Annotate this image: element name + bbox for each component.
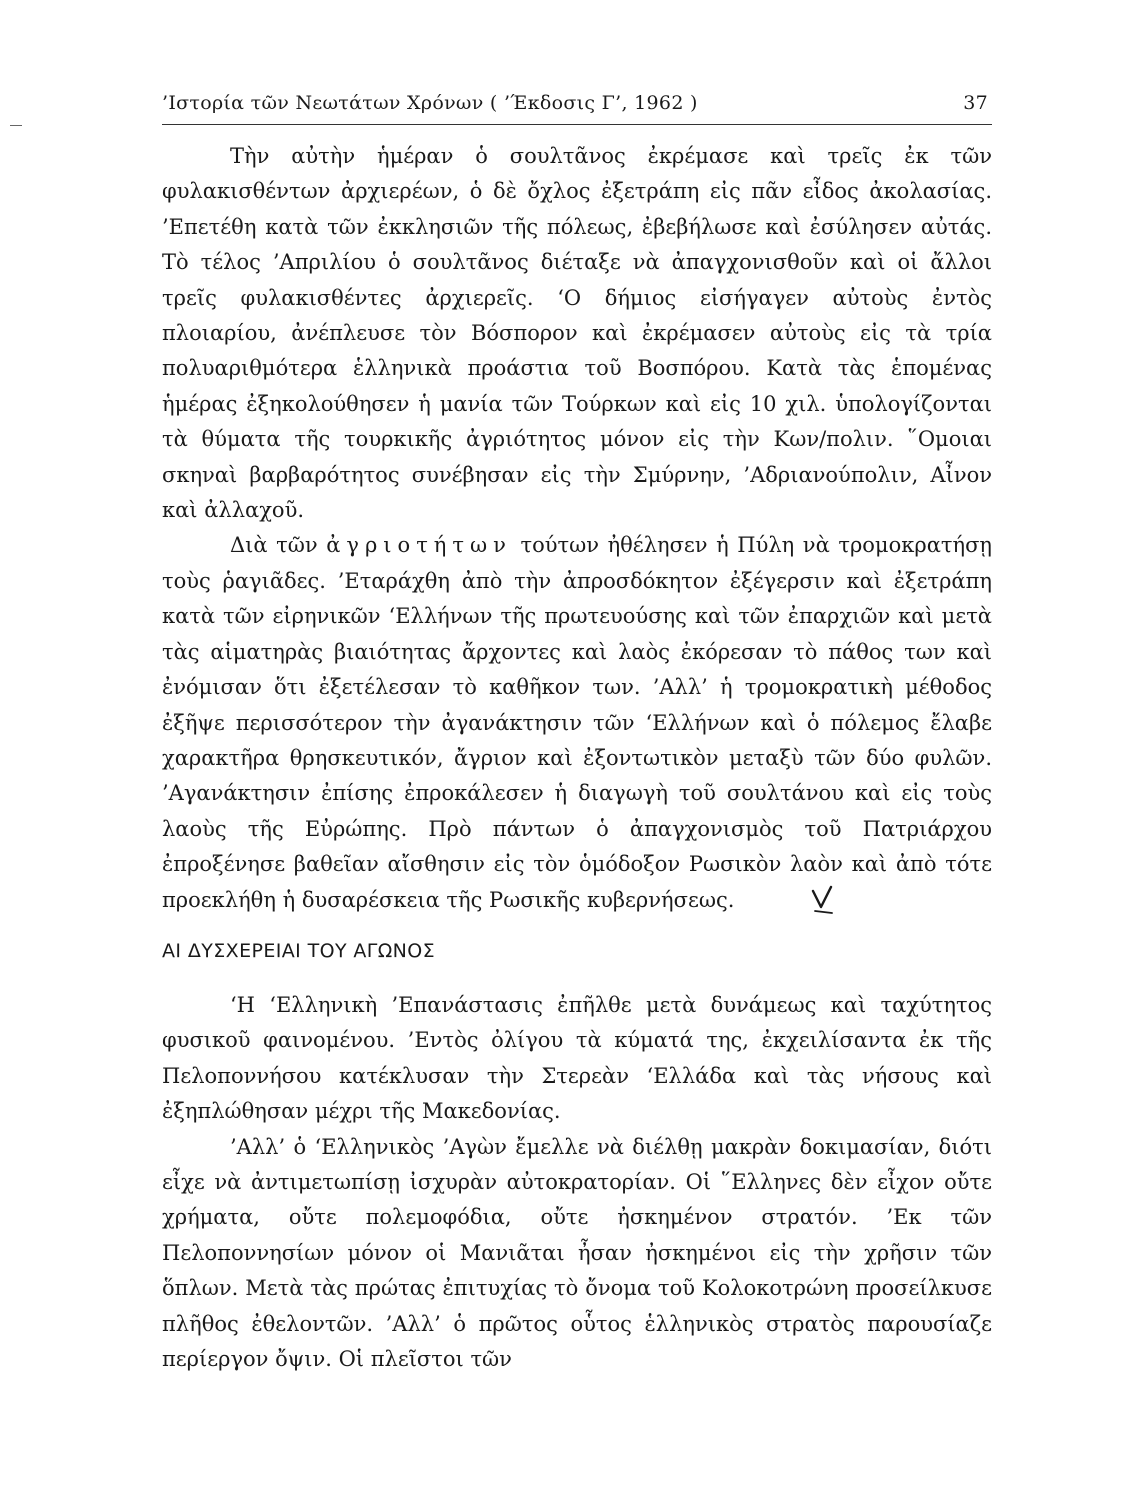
paragraph-2-spaced-word: ἀγριοτήτων xyxy=(326,533,512,558)
paragraph-2 xyxy=(162,528,992,917)
check-mark-svg xyxy=(810,885,836,915)
running-header-title: ’Ιστορία τῶν Νεωτάτων Χρόνων ( ’Έκδοσις Γ’, 1962 ) xyxy=(162,92,698,114)
paragraph-2-lead: Διὰ τῶν xyxy=(230,533,318,558)
section-heading: ΑΙ ΔΥΣΧΕΡΕΙΑΙ ΤΟΥ ΑΓΩΝΟΣ xyxy=(162,939,436,962)
paragraph-1: Τὴν αὐτὴν ἡμέραν ὁ σουλτᾶνος ἐκρέμασε καὶ τρεῖς ἐκ τῶν φυλακισθέντων ἀρχιερέων, ὁ δὲ ὄχλος ἐξετράπη εἰς πᾶν εἶδος ἀκολασίας. ’Επετέθη κατὰ τῶν ἐκκλησιῶν τῆς πόλεως, ἐβεβήλωσε καὶ ἐσύλησεν αὐτάς. Τὸ τέλος ’Απριλίου ὁ σουλτᾶνος διέταξε νὰ ἀπαγχονισθοῦν καὶ οἱ ἄλλοι τρεῖς φυλακισθέντες ἀρχιερεῖς. ‘Ο δήμιος εἰσήγαγεν αὐτοὺς ἐντὸς πλοιαρίου, ἀνέπλευσε τὸν Βόσπορον καὶ ἐκρέμασεν αὐτοὺς εἰς τὰ τρία πολυαριθμότερα ἑλληνικὰ προάστια τοῦ Βοσπόρου. Κατὰ τὰς ἑπομένας ἡμέρας ἐξηκολούθησεν ἡ μανία τῶν Τούρκων καὶ εἰς 10 χιλ. ὑπολογίζονται τὰ θύματα τῆς τουρκικῆς ἀγριότητος μόνον εἰς τὴν Κων/πολιν. ῞Ομοιαι σκηναὶ βαρβαρότητος συνέβησαν εἰς τὴν Σμύρνην, ’Αδριανούπολιν, Αἶνον καὶ ἀλλαχοῦ. xyxy=(162,144,992,523)
paragraph-4: ’Αλλ’ ὁ ‘Ελληνικὸς ’Αγὼν ἔμελλε νὰ διέλθῃ μακρὰν δοκιμασίαν, διότι εἶχε νὰ ἀντιμετωπίσῃ ἰσχυρὰν αὐτοκρατορίαν. Οἱ ῞Ελληνες δὲν εἶχον οὔτε χρήματα, οὔτε πολεμοφόδια, οὔτε ἠσκημένον στρατόν. ’Εκ τῶν Πελοποννησίων μόνον οἱ Μανιᾶται ἦσαν ἠσκημένοι εἰς τὴν χρῆσιν τῶν ὅπλων. Μετὰ τὰς πρώτας ἐπιτυχίας τὸ ὄνομα τοῦ Κολοκοτρώνη προσείλκυσε πλῆθος ἐθελοντῶν. ’Αλλ’ ὁ πρῶτος οὗτος ἑλληνικὸς στρατὸς παρουσίαζε περίεργον ὄψιν. Οἱ πλεῖστοι τῶν xyxy=(162,1134,992,1371)
paragraph-2-rest: τούτων ἠθέλησεν ἡ Πύλη νὰ τρομοκρατήσῃ τοὺς ῥαγιᾶδες. ’Εταράχθη ἀπὸ τὴν ἀπροσδόκητον ἐξέγερσιν καὶ ἐξετράπη κατὰ τῶν εἰρηνικῶν ‘Ελλήνων τῆς πρωτευούσης καὶ τῶν ἐπαρχιῶν καὶ μετὰ τὰς αἱματηρὰς βιαιότητας ἄρχοντες καὶ λαὸς ἐκόρεσαν τὸ πάθος των καὶ ἐνόμισαν ὅτι ἐξετέλεσαν τὸ καθῆκον των. ’Αλλ’ ἡ τρομοκρατικὴ μέθοδος ἐξῆψε περισσότερον τὴν ἀγανάκτησιν τῶν ‘Ελλήνων καὶ ὁ πόλεμος ἔλαβε χαρακτῆρα θρησκευτικόν, ἄγριον καὶ ἐξοντωτικὸν μεταξὺ τῶν δύο φυλῶν. ’Αγανάκτησιν ἐπίσης ἐπροκάλεσεν ἡ διαγωγὴ τοῦ σουλτάνου καὶ εἰς τοὺς λαοὺς τῆς Εὐρώπης. Πρὸ πάντων ὁ ἀπαγχονισμὸς τοῦ Πατριάρχου ἐπροξένησε βαθεῖαν αἴσθησιν εἰς τὸν ὁμόδοξον Ρωσικὸν λαὸν καὶ ἀπὸ τότε προεκλήθη ἡ δυσαρέσκεια τῆς Ρωσικῆς κυβερνήσεως. xyxy=(162,533,992,912)
margin-dash xyxy=(10,125,22,126)
page-number: 37 xyxy=(963,92,988,114)
book-page xyxy=(162,86,992,1377)
check-mark-icon xyxy=(742,885,768,915)
paragraph-3: ‘Η ‘Ελληνικὴ ’Επανάστασις ἐπῆλθε μετὰ δυνάμεως καὶ ταχύτητος φυσικοῦ φαινομένου. ’Εντὸς ὀλίγου τὰ κύματά της, ἐκχειλίσαντα ἐκ τῆς Πελοποννήσου κατέκλυσαν τὴν Στερεὰν ‘Ελλάδα καὶ τὰς νήσους καὶ ἐξηπλώθησαν μέχρι τῆς Μακεδονίας. xyxy=(162,992,992,1124)
running-header xyxy=(162,86,992,125)
page-body xyxy=(162,139,992,1377)
